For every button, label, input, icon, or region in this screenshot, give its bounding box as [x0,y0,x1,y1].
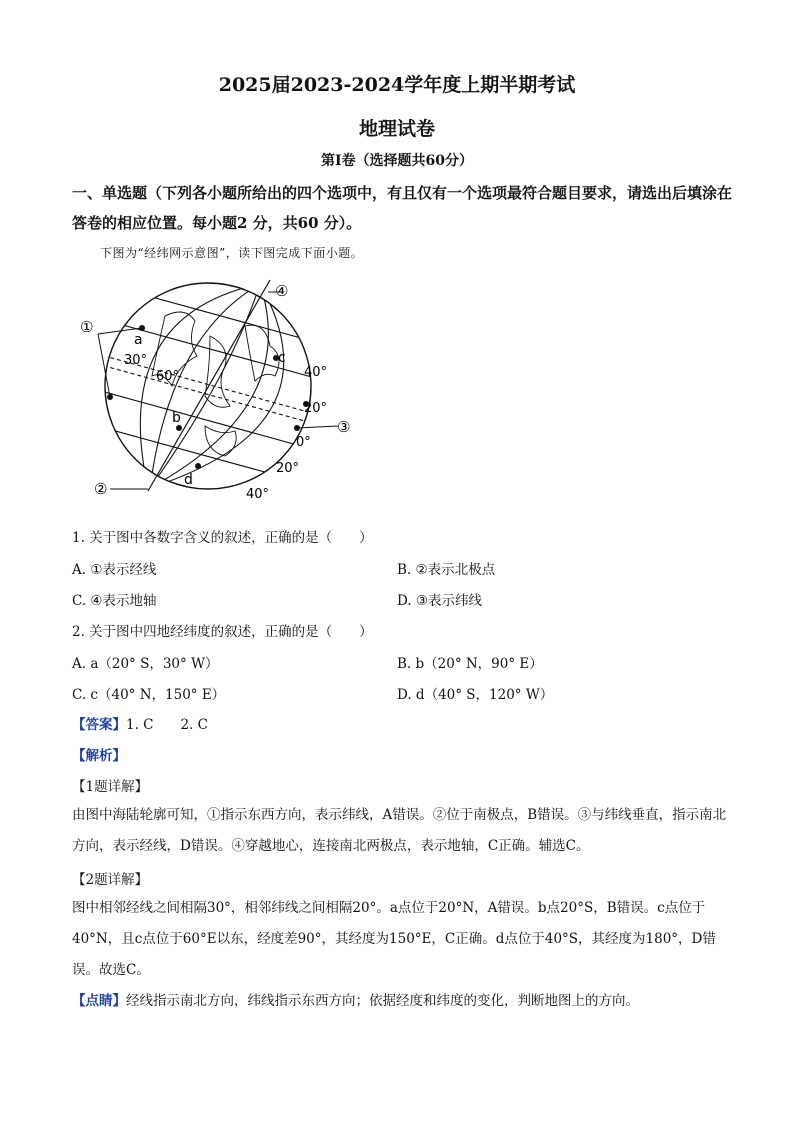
label-circle-1: ① [80,318,94,336]
answer-line [72,713,208,733]
label-20-deg-south: 20° [276,461,300,476]
latitude-line [90,388,330,454]
label-40-deg-south: 40° [246,487,270,502]
tip-label: 【点睛】 [72,993,126,1009]
q1-option-a: A. ①表示经线 [72,562,157,578]
label-a: a [134,332,143,348]
point-d-dot [195,463,201,469]
earth-axis [148,280,270,491]
section-heading: 一、单选题（下列各小题所给出的四个选项中，有且仅有一个选项最符合题目要求，请选出后填涂在答卷的相应位置。每小题2 分，共60 分）。 [72,184,733,232]
detail-1-text: 由图中海陆轮廓可知，①指示东西方向，表示纬线，A错误。②位于南极点，B错误。③与纬线垂直，指示南北方向，表示经线，D错误。④穿越地心，连接南北两极点，表示地轴，C正确。辅选C。 [72,807,727,854]
meridian-line [140,284,260,488]
label-30-deg: 30° [124,353,148,368]
label-60-deg: 60° [156,369,180,384]
q2-option-c: C. c（40° N，150° E） [72,687,226,703]
q1-option-b: B. ②表示北极点 [397,562,496,578]
label-b: b [172,410,181,426]
subject-title: 地理试卷 [358,118,435,140]
tip-text: 经线指示南北方向，纬线指示东西方向；依据经度和纬度的变化，判断地图上的方向。 [126,993,639,1009]
tip-line [72,986,732,1017]
label-c: c [278,350,286,366]
detail-2-label: 【2题详解】 [72,872,149,888]
question-1-stem: 1. 关于图中各数字含义的叙述，正确的是（ ） [72,530,373,546]
q2-option-a: A. a（20° S，30° W） [72,656,219,672]
leader-line-1 [98,334,110,397]
analysis-label: 【解析】 [72,748,126,764]
meridian-line [150,284,260,488]
label-0-deg: 0° [296,435,311,450]
detail-2-text: 图中相邻经线之间相隔30°，相邻纬线之间相隔20°。a点位于20°N，A错误。b点20°S，B错误。c点位于40°N，且c点位于60°E以东，经度差90°，其经度为150°E，C正确。d点位于40°S，其经度为180°，D错误。故选C。 [72,900,716,978]
label-d: d [184,472,193,488]
label-circle-2: ② [94,480,108,498]
continent-outline [205,426,236,456]
graticule-figure [70,276,370,506]
q2-option-d: D. d（40° S，120° W） [397,687,554,703]
exam-title: 2025届2023-2024学年度上期半期考试 [218,74,576,96]
label-40-deg-north: 40° [304,365,328,380]
answer-text: 1. C 2. C [126,717,209,733]
part-title: 第Ⅰ卷（选择题共60分） [320,153,474,169]
label-20-deg-north: 20° [304,401,328,416]
q1-option-d: D. ③表示纬线 [397,593,483,609]
q2-option-b: B. b（20° N，90° E） [397,656,543,672]
latitude-line [90,424,330,490]
detail-1-label: 【1题详解】 [72,779,149,795]
label-circle-4: ④ [275,282,289,300]
q1-option-c: C. ④表示地轴 [72,593,157,609]
meridian-line [150,284,260,488]
label-circle-3: ③ [337,418,351,436]
answer-label: 【答案】 [72,717,126,733]
question-2-stem: 2. 关于图中四地经纬度的叙述，正确的是（ ） [72,624,373,640]
figure-intro: 下图为“经纬网示意图”，读下图完成下面小题。 [100,246,364,260]
